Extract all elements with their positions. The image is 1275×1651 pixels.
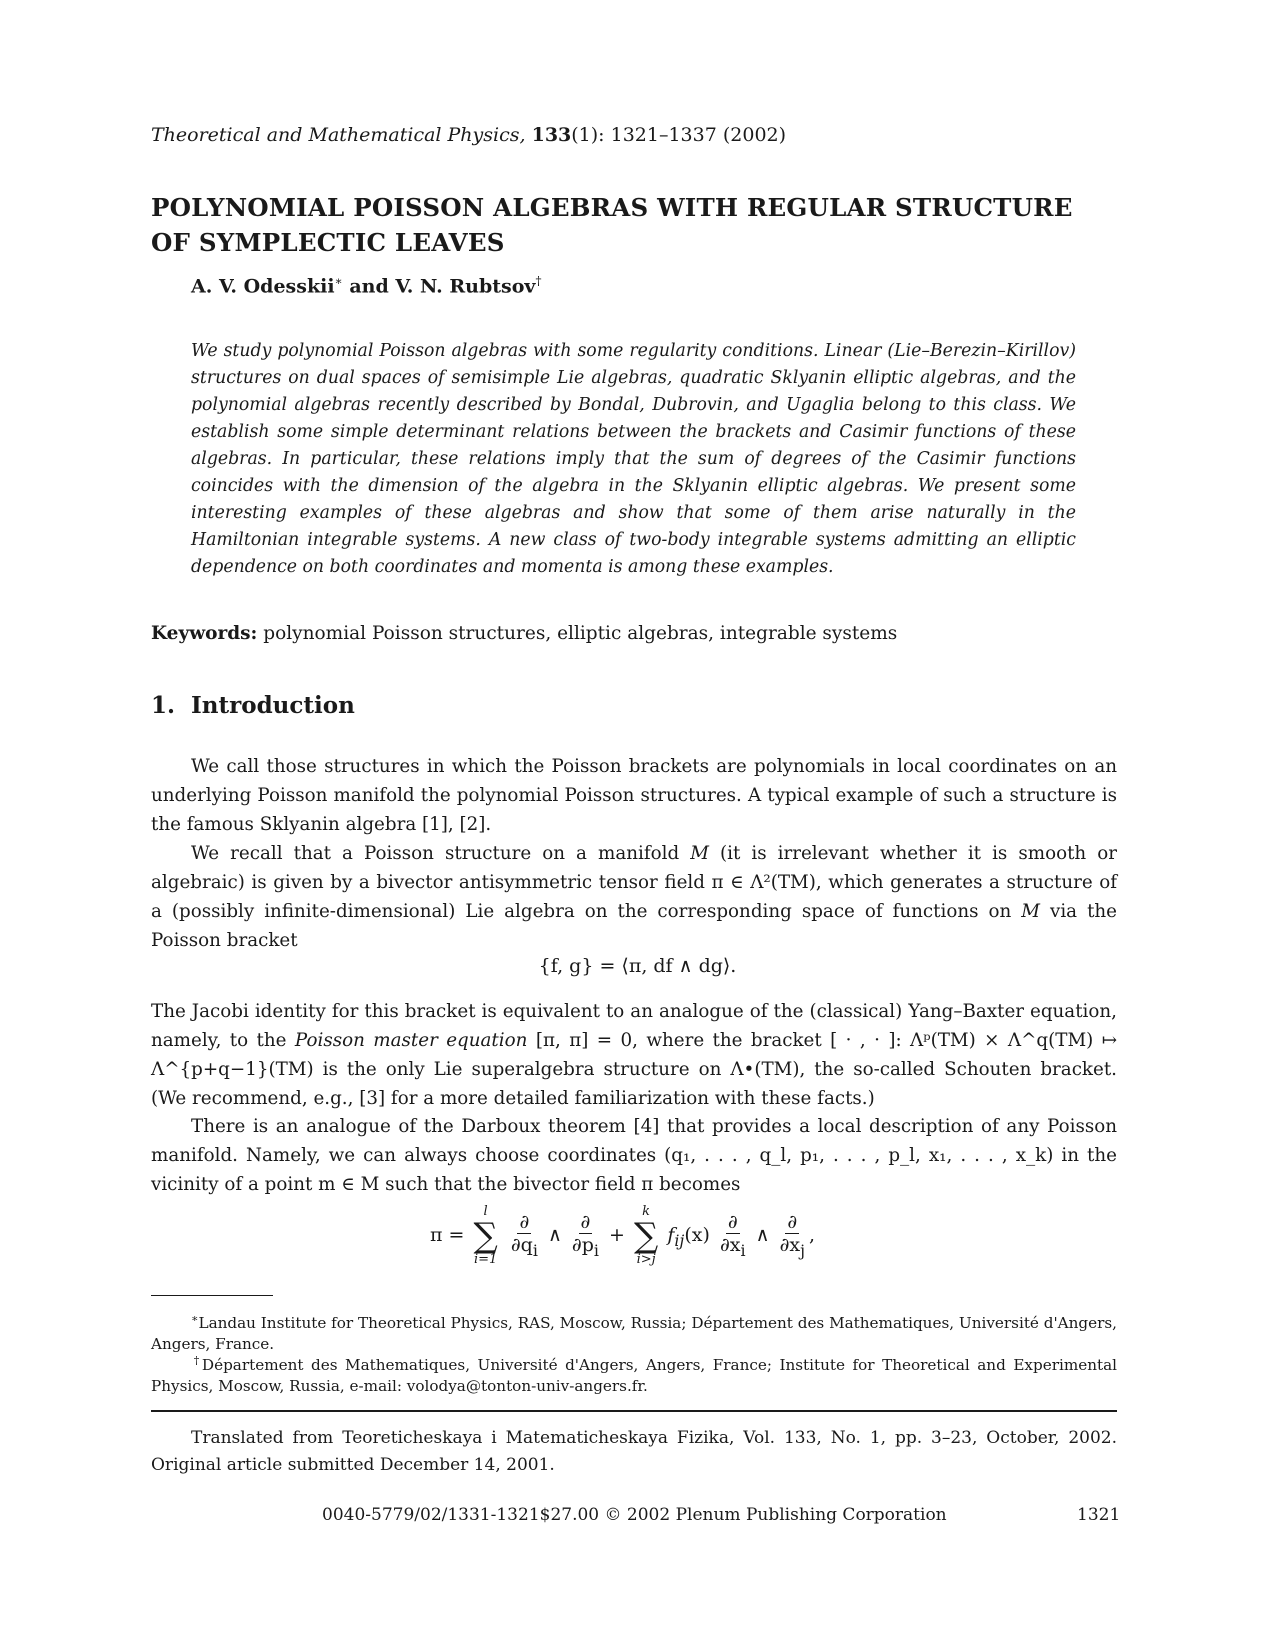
- equation-darboux: [430, 1205, 815, 1267]
- abstract: We study polynomial Poisson algebras with some regularity conditions. Linear (Lie–Berezin–Kirillov) structures on dual spaces of semisimple Lie algebras, quadratic Sklyanin elliptic algebras, and the polynomial algebras recently described by Bondal, Dubrovin, and Ugaglia belong to this class. We establish some simple determinant relations between the brackets and Casimir functions of these algebras. In particular, these relations imply that the sum of degrees of the Casimir functions coincides with the dimension of the algebra in the Sklyanin elliptic algebras. We present some interesting examples of these algebras and show that some of them arise naturally in the Hamiltonian integrable systems. A new class of two-body integrable systems admitting an elliptic dependence on both coordinates and momenta is among these examples.: [191, 341, 1076, 577]
- var-m-1: M: [690, 843, 709, 864]
- paragraph-1: [151, 752, 1117, 839]
- copyright-line: 0040-5779/02/1331-1321$27.00 © 2002 Plenum Publishing Corporation: [322, 1505, 947, 1525]
- sum2-lower: i>j: [636, 1252, 656, 1267]
- footnote-1: [151, 1308, 1117, 1355]
- translation-note-text: Translated from Teoreticheskaya i Matematicheskaya Fizika, Vol. 133, No. 1, pp. 3–23, October, 2002. Original article submitted December 14, 2001.: [151, 1428, 1117, 1475]
- authors: [191, 274, 541, 297]
- eq2-sum-2: [634, 1205, 658, 1267]
- translation-rule: [151, 1410, 1117, 1412]
- keywords-label: Keywords:: [151, 623, 258, 644]
- footnote-2: [151, 1350, 1117, 1397]
- paragraph-2-text-c: via the Poisson bracket: [151, 901, 1118, 951]
- frac-d-dqi: [509, 1211, 540, 1262]
- var-m-2: M: [1021, 901, 1041, 922]
- keywords: [151, 623, 897, 644]
- equation-poisson-bracket: {f, g} = ⟨π, df ∧ dg⟩.: [538, 955, 737, 977]
- sum1-upper: l: [483, 1204, 488, 1219]
- frac3-num: ∂: [727, 1210, 738, 1233]
- plus-sign: +: [609, 1224, 625, 1246]
- section-title: Introduction: [191, 692, 355, 719]
- frac1-num: ∂: [519, 1210, 530, 1233]
- frac4-den: ∂x: [779, 1233, 801, 1256]
- page-number: 1321: [1077, 1505, 1121, 1525]
- paragraph-4: [151, 1112, 1117, 1199]
- frac4-num: ∂: [787, 1210, 798, 1233]
- section-number: 1.: [151, 692, 176, 719]
- frac1-den: ∂q: [510, 1233, 533, 1256]
- sum2-sigma: ∑: [633, 1216, 659, 1256]
- f-ij-arg: (x): [684, 1224, 710, 1246]
- paragraph-1-text: We call those structures in which the Poisson brackets are polynomials in local coordinates on an underlying Poisson manifold the polynomial Poisson structures. A typical example of such a structure is the famous Sklyanin algebra [1], [2].: [151, 756, 1117, 835]
- paragraph-4-text: There is an analogue of the Darboux theorem [4] that provides a local description of any Poisson manifold. Namely, we can always choose coordinates (q₁, . . . , q_l, p₁, . . . , p_l, x₁, . . . , x_k) in the vicinity of a point m ∈ M such that the bivector field π becomes: [151, 1116, 1117, 1195]
- frac-d-dpi: [570, 1211, 601, 1262]
- journal-volume: 133: [531, 124, 572, 146]
- sum2-upper: k: [642, 1204, 651, 1219]
- frac1-sub: i: [532, 1240, 538, 1260]
- footnote-1-text: Landau Institute for Theoretical Physics, RAS, Moscow, Russia; Département des Mathematiques, Université d'Angers, Angers, France.: [151, 1314, 1117, 1354]
- paragraph-3-text-b: [π, π] = 0, where the bracket [ · , · ]: Λᵖ(TM) × Λ^q(TM) ↦ Λ^{p+q−1}(TM) is the only Lie superalgebra structure on Λ•(TM), the so-called Schouten bracket. (We recommend, e.g., [3] for a more detailed familiarization with these facts.): [151, 1030, 1118, 1109]
- paper-title: POLYNOMIAL POISSON ALGEBRAS WITH REGULAR STRUCTURE OF SYMPLECTIC LEAVES: [151, 193, 1073, 257]
- eq2-sum-1: [474, 1205, 498, 1267]
- translation-note: [151, 1425, 1117, 1479]
- frac2-den: ∂p: [571, 1233, 594, 1256]
- wedge-1: ∧: [547, 1224, 562, 1246]
- author-mark-1: ∗: [334, 274, 343, 288]
- sum1-lower: i=1: [473, 1252, 498, 1267]
- footnote-1-mark: ∗: [191, 1312, 199, 1325]
- poisson-master-equation: Poisson master equation: [294, 1030, 528, 1051]
- wedge-2: ∧: [755, 1224, 770, 1246]
- sum1-sigma: ∑: [473, 1216, 498, 1256]
- f-ij: f: [667, 1224, 675, 1246]
- frac4-sub: j: [800, 1240, 806, 1260]
- f-ij-sub: ij: [674, 1230, 685, 1250]
- frac-d-dxj: [778, 1211, 807, 1262]
- journal-citation: [151, 124, 786, 146]
- paragraph-2: [151, 839, 1117, 955]
- footnote-2-mark: †: [191, 1354, 202, 1367]
- keywords-text: polynomial Poisson structures, elliptic algebras, integrable systems: [257, 623, 898, 644]
- paragraph-2-text-a: We recall that a Poisson structure on a manifold: [191, 843, 691, 864]
- frac3-sub: i: [740, 1240, 746, 1260]
- frac2-num: ∂: [580, 1210, 591, 1233]
- author-rubtsov: V. N. Rubtsov: [395, 275, 536, 298]
- journal-name: Theoretical and Mathematical Physics,: [151, 124, 526, 146]
- paragraph-2-text-b: (it is irrelevant whether it is smooth or algebraic) is given by a bivector antisymmetric tensor field π ∈ Λ²(TM), which generates a structure of a (possibly infinite-dimensional) Lie algebra on the corresponding space of functions on: [151, 843, 1117, 922]
- paragraph-3: [151, 997, 1117, 1113]
- footnote-2-text: Département des Mathematiques, Université d'Angers, Angers, France; Institute for Theoretical and Experimental Physics, Moscow, Russia, e-mail: volodya@tonton-univ-angers.fr.: [151, 1356, 1118, 1396]
- section-heading: [151, 692, 355, 719]
- eq2-tail: ,: [809, 1224, 816, 1246]
- eq2-lhs: π =: [430, 1224, 465, 1246]
- frac-d-dxi: [718, 1211, 748, 1262]
- frac3-den: ∂x: [719, 1233, 741, 1256]
- author-conjunction: and: [342, 275, 396, 298]
- author-mark-2: †: [535, 274, 542, 288]
- author-odesskii: A. V. Odesskii: [191, 275, 335, 298]
- journal-issue: (1): 1321–1337 (2002): [571, 124, 787, 146]
- paragraph-3-text-a: The Jacobi identity for this bracket is equivalent to an analogue of the (classical) Yang–Baxter equation, namely, to the: [151, 1001, 1117, 1051]
- footnote-rule: [151, 1295, 273, 1296]
- frac2-sub: i: [593, 1240, 599, 1260]
